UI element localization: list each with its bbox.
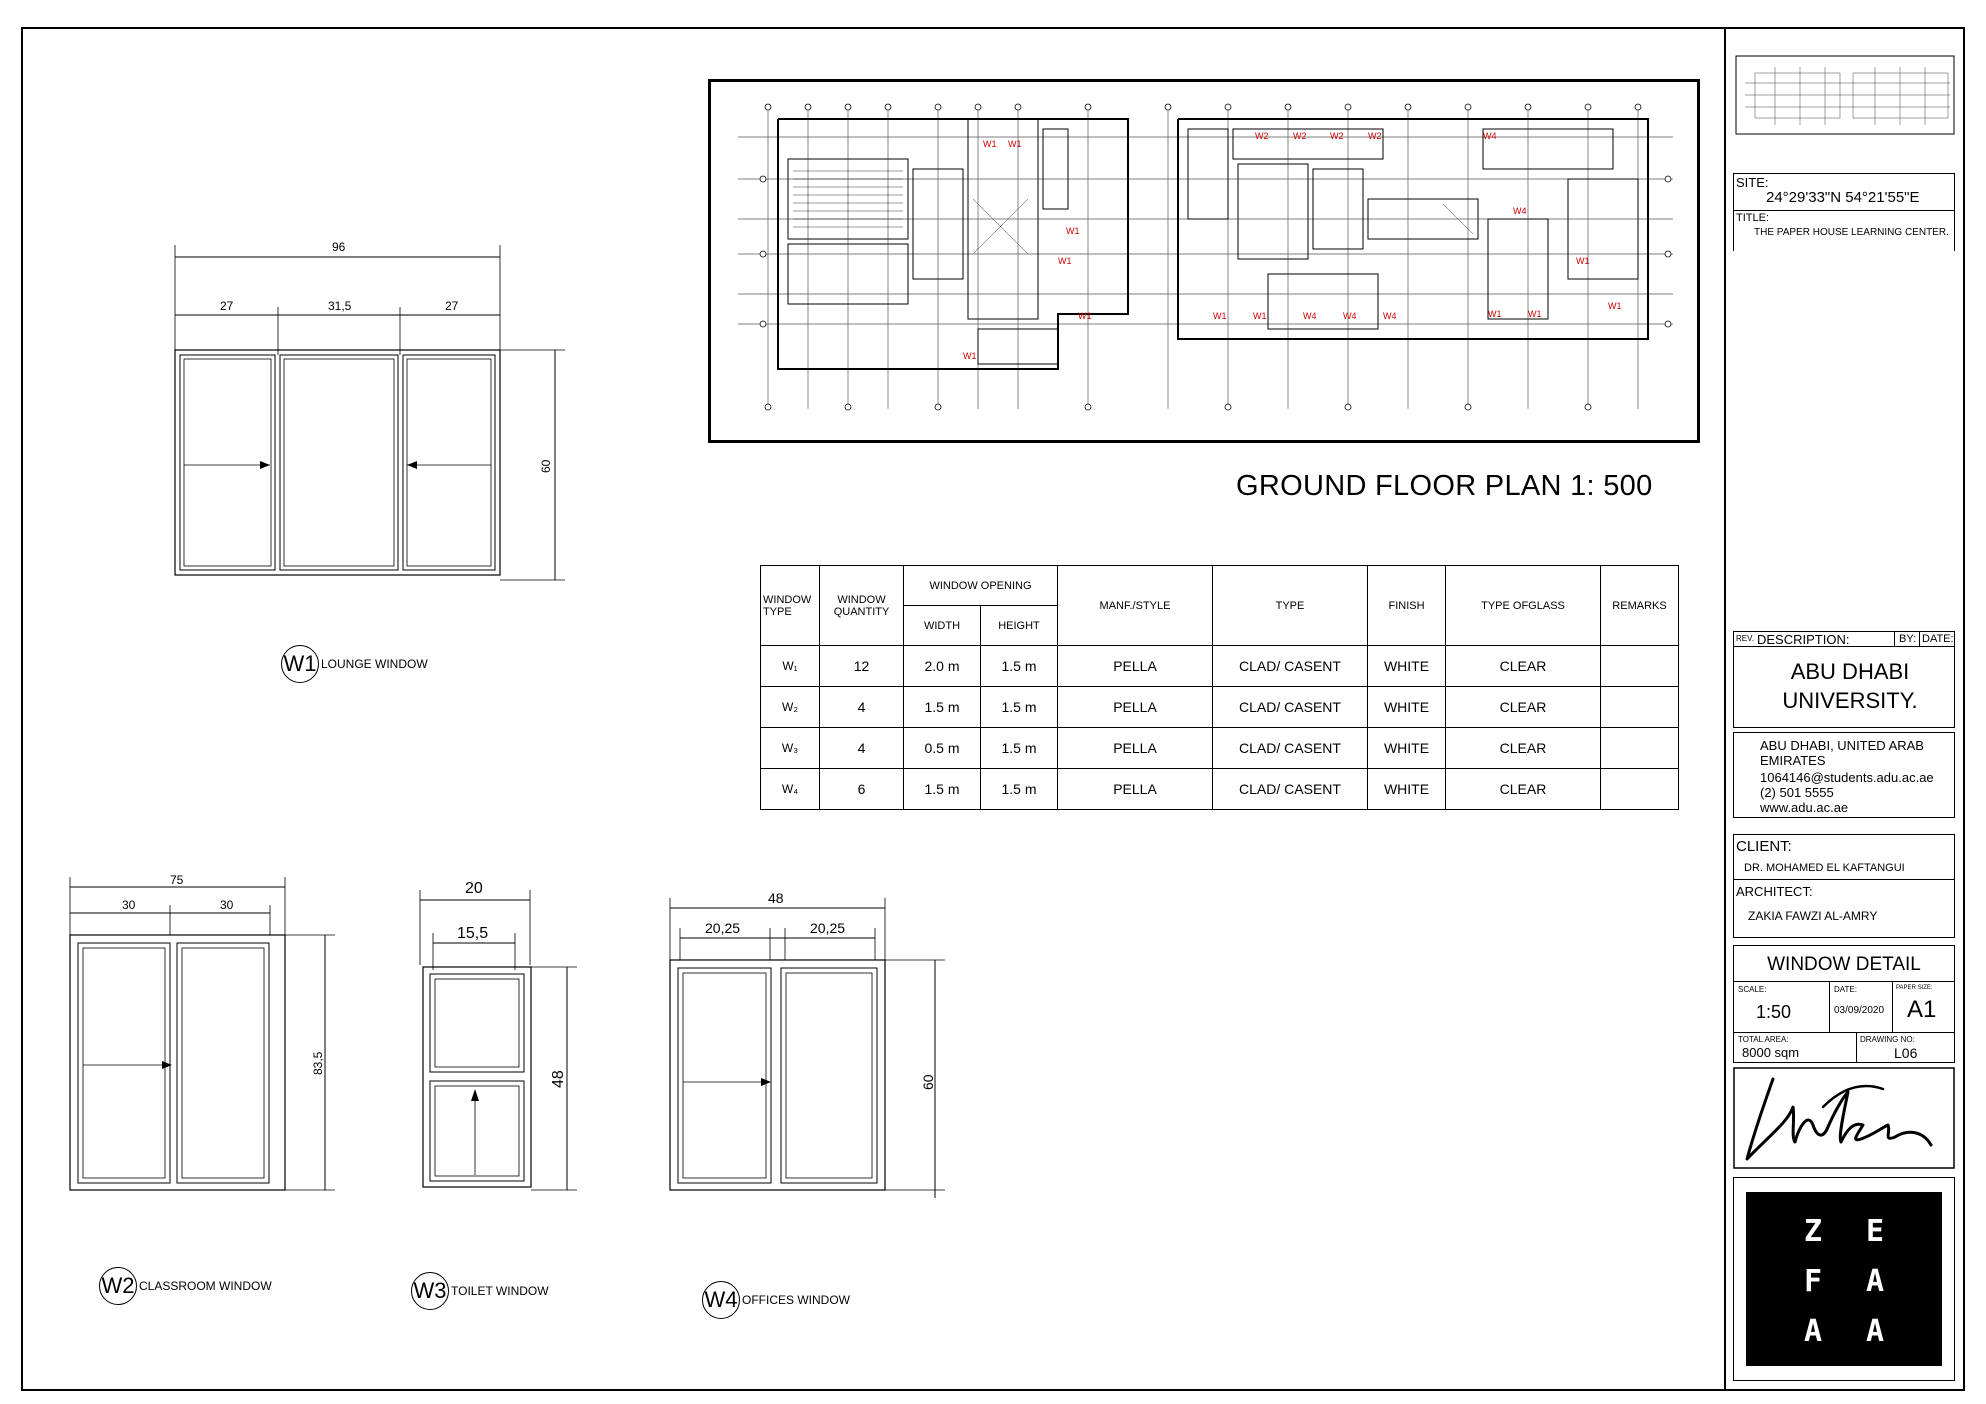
sched-h-width: WIDTH (904, 606, 981, 646)
description-label: DESCRIPTION: (1757, 632, 1850, 647)
client-label: CLIENT: (1736, 838, 1792, 855)
revision-row (1733, 631, 1955, 646)
w3-tag-circle: W3 (411, 1272, 449, 1310)
total-area-label: TOTAL AREA: (1738, 1035, 1789, 1044)
date-value: 03/09/2020 (1834, 1005, 1885, 1016)
w3-dim-inner: 15,5 (457, 925, 489, 942)
zefa-logo (1746, 1192, 1942, 1366)
sched-cell-kind: CLAD/ CASENT (1213, 728, 1368, 769)
date-field-label: DATE: (1834, 985, 1857, 994)
window-schedule (760, 565, 1679, 810)
architect-value: ZAKIA FAWZI AL-AMRY (1748, 909, 1878, 923)
plan-tag-14: W1 (1213, 311, 1227, 321)
sched-h-qty: WINDOW QUANTITY (820, 566, 904, 646)
drawing-no-label: DRAWING NO: (1860, 1035, 1915, 1044)
w4-label: OFFICES WINDOW (742, 1293, 850, 1307)
w2-dim-left: 30 (122, 898, 136, 912)
website: www.adu.ac.ae (1760, 800, 1849, 815)
w1-tag (281, 645, 428, 683)
plan-tag-13: W1 (1078, 311, 1092, 321)
sched-cell-kind: CLAD/ CASENT (1213, 769, 1368, 810)
sched-cell-width: 0.5 m (904, 728, 981, 769)
sched-cell-type: W₁ (761, 646, 820, 687)
sched-cell-width: 1.5 m (904, 769, 981, 810)
plan-tag-2: W1 (1008, 139, 1022, 149)
plan-tag-7: W4 (1483, 131, 1497, 141)
phone: (2) 501 5555 (1760, 785, 1834, 800)
sched-cell-type: W₂ (761, 687, 820, 728)
client-box (1733, 834, 1955, 938)
sched-h-kind: TYPE (1213, 566, 1368, 646)
w2-tag-circle: W2 (99, 1267, 137, 1305)
address: ABU DHABI, UNITED ARAB EMIRATES (1760, 738, 1924, 768)
date-label: DATE: (1922, 633, 1954, 645)
ground-floor-plan (708, 79, 1700, 443)
sched-row (761, 769, 1679, 810)
sched-h-glass: TYPE OFGLASS (1446, 566, 1601, 646)
logo-letter-a1: A (1866, 1264, 1885, 1299)
w2-dim-total: 75 (170, 875, 184, 887)
by-label: BY: (1899, 633, 1917, 645)
client-value: DR. MOHAMED EL KAFTANGUI (1744, 862, 1905, 874)
plan-tag-19: W1 (1488, 309, 1502, 319)
plan-title: GROUND FLOOR PLAN 1: 500 (1236, 470, 1653, 502)
plan-tag-3: W2 (1255, 131, 1269, 141)
site-label: SITE: (1736, 175, 1769, 190)
sched-cell-remarks (1601, 687, 1679, 728)
sched-cell-height: 1.5 m (981, 687, 1058, 728)
sched-cell-glass: CLEAR (1446, 769, 1601, 810)
key-plan-thumbnail (1735, 55, 1955, 135)
plan-tag-18: W4 (1383, 311, 1397, 321)
logo-box (1733, 1177, 1955, 1381)
w1-dim-right: 27 (445, 299, 459, 313)
sched-cell-remarks (1601, 769, 1679, 810)
sched-cell-manf: PELLA (1058, 646, 1213, 687)
plan-tag-11: W1 (1576, 256, 1590, 266)
sched-cell-type: W₄ (761, 769, 820, 810)
sched-h-remarks: REMARKS (1601, 566, 1679, 646)
w1-dim-height: 60 (539, 459, 553, 473)
sched-cell-finish: WHITE (1368, 769, 1446, 810)
w4-dim-height: 60 (920, 1074, 936, 1090)
w2-label: CLASSROOM WINDOW (139, 1279, 272, 1293)
sched-row (761, 687, 1679, 728)
sched-cell-finish: WHITE (1368, 687, 1446, 728)
w1-dim-total: 96 (332, 240, 346, 254)
drawing-no-value: L06 (1894, 1045, 1918, 1061)
logo-letter-z: Z (1804, 1214, 1823, 1249)
sched-cell-remarks (1601, 728, 1679, 769)
logo-letter-e: E (1866, 1214, 1885, 1249)
paper-size-value: A1 (1907, 996, 1937, 1023)
university-name: ABU DHABI UNIVERSITY. (1782, 659, 1918, 713)
sched-cell-height: 1.5 m (981, 769, 1058, 810)
plan-tag-12: W1 (1608, 301, 1622, 311)
sched-h-finish: FINISH (1368, 566, 1446, 646)
w3-dim-total: 20 (465, 880, 483, 897)
sched-cell-qty: 4 (820, 687, 904, 728)
w4-dim-right: 20,25 (810, 920, 846, 936)
sched-cell-finish: WHITE (1368, 728, 1446, 769)
plan-tag-20: W1 (1528, 309, 1542, 319)
sched-cell-finish: WHITE (1368, 646, 1446, 687)
sched-h-height: HEIGHT (981, 606, 1058, 646)
sched-cell-kind: CLAD/ CASENT (1213, 687, 1368, 728)
plan-tag-8: W1 (1066, 226, 1080, 236)
title-label: TITLE: (1736, 212, 1770, 224)
plan-tag-1: W1 (983, 139, 997, 149)
scale-value: 1:50 (1756, 1002, 1792, 1022)
logo-letter-a3: A (1866, 1314, 1885, 1349)
w1-elevation (150, 235, 580, 590)
scale-box (1733, 981, 1955, 1063)
plan-tag-9: W1 (1058, 256, 1072, 266)
paper-size-label: PAPER SIZE: (1896, 985, 1933, 991)
w1-dim-left: 27 (220, 299, 234, 313)
sched-cell-manf: PELLA (1058, 687, 1213, 728)
site-value: 24°29'33"N 54°21'55"E (1766, 189, 1920, 206)
sched-cell-type: W₃ (761, 728, 820, 769)
title-value: THE PAPER HOUSE LEARNING CENTER. (1754, 227, 1949, 238)
w4-dim-left: 20,25 (705, 920, 741, 936)
w3-tag (411, 1272, 549, 1310)
sched-row (761, 728, 1679, 769)
contact-box (1733, 732, 1955, 818)
sched-row (761, 646, 1679, 687)
site-box (1733, 173, 1955, 251)
w2-tag (99, 1267, 272, 1305)
sched-cell-height: 1.5 m (981, 646, 1058, 687)
plan-tag-17: W4 (1343, 311, 1357, 321)
plan-tag-15: W1 (1253, 311, 1267, 321)
w3-elevation (415, 875, 590, 1200)
architect-label: ARCHITECT: (1736, 884, 1813, 899)
plan-tag-6: W2 (1368, 131, 1382, 141)
w1-dim-mid: 31,5 (328, 299, 352, 313)
sched-cell-height: 1.5 m (981, 728, 1058, 769)
sched-cell-glass: CLEAR (1446, 646, 1601, 687)
sched-cell-width: 1.5 m (904, 687, 981, 728)
sched-h-type: WINDOW TYPE (761, 566, 820, 646)
signature (1733, 1067, 1955, 1169)
logo-letter-a2: A (1804, 1314, 1823, 1349)
university-box (1733, 646, 1955, 728)
w2-dim-right: 30 (220, 898, 234, 912)
email: 1064146@students.adu.ac.ae (1760, 770, 1934, 785)
w4-tag (702, 1281, 850, 1319)
plan-tag-4: W2 (1293, 131, 1307, 141)
w4-tag-circle: W4 (702, 1281, 740, 1319)
sched-cell-qty: 6 (820, 769, 904, 810)
w2-dim-height: 83,5 (311, 1051, 325, 1075)
sched-cell-width: 2.0 m (904, 646, 981, 687)
w4-dim-total: 48 (768, 890, 784, 906)
w3-dim-height: 48 (550, 1070, 567, 1088)
scale-label: SCALE: (1738, 985, 1767, 994)
sched-cell-qty: 4 (820, 728, 904, 769)
sched-h-opening: WINDOW OPENING (904, 566, 1058, 606)
plan-tag-16: W4 (1303, 311, 1317, 321)
sched-cell-glass: CLEAR (1446, 687, 1601, 728)
sheet-title: WINDOW DETAIL (1767, 954, 1921, 975)
w1-label: LOUNGE WINDOW (321, 657, 428, 671)
logo-letter-f: F (1804, 1264, 1823, 1299)
plan-tag-5: W2 (1330, 131, 1344, 141)
sched-cell-remarks (1601, 646, 1679, 687)
title-block-divider (1724, 27, 1726, 1391)
sched-cell-glass: CLEAR (1446, 728, 1601, 769)
sched-cell-manf: PELLA (1058, 769, 1213, 810)
w2-elevation (60, 875, 340, 1205)
w4-elevation (665, 890, 955, 1210)
sheet-title-box (1733, 945, 1955, 981)
w1-tag-circle: W1 (281, 645, 319, 683)
sched-cell-qty: 12 (820, 646, 904, 687)
w3-label: TOILET WINDOW (451, 1284, 549, 1298)
sched-h-manf: MANF./STYLE (1058, 566, 1213, 646)
total-area-value: 8000 sqm (1742, 1045, 1800, 1060)
plan-tag-10: W4 (1513, 206, 1527, 216)
sched-cell-kind: CLAD/ CASENT (1213, 646, 1368, 687)
rev-label: REV. (1736, 634, 1754, 643)
plan-tag-21: W1 (963, 351, 977, 361)
sched-cell-manf: PELLA (1058, 728, 1213, 769)
